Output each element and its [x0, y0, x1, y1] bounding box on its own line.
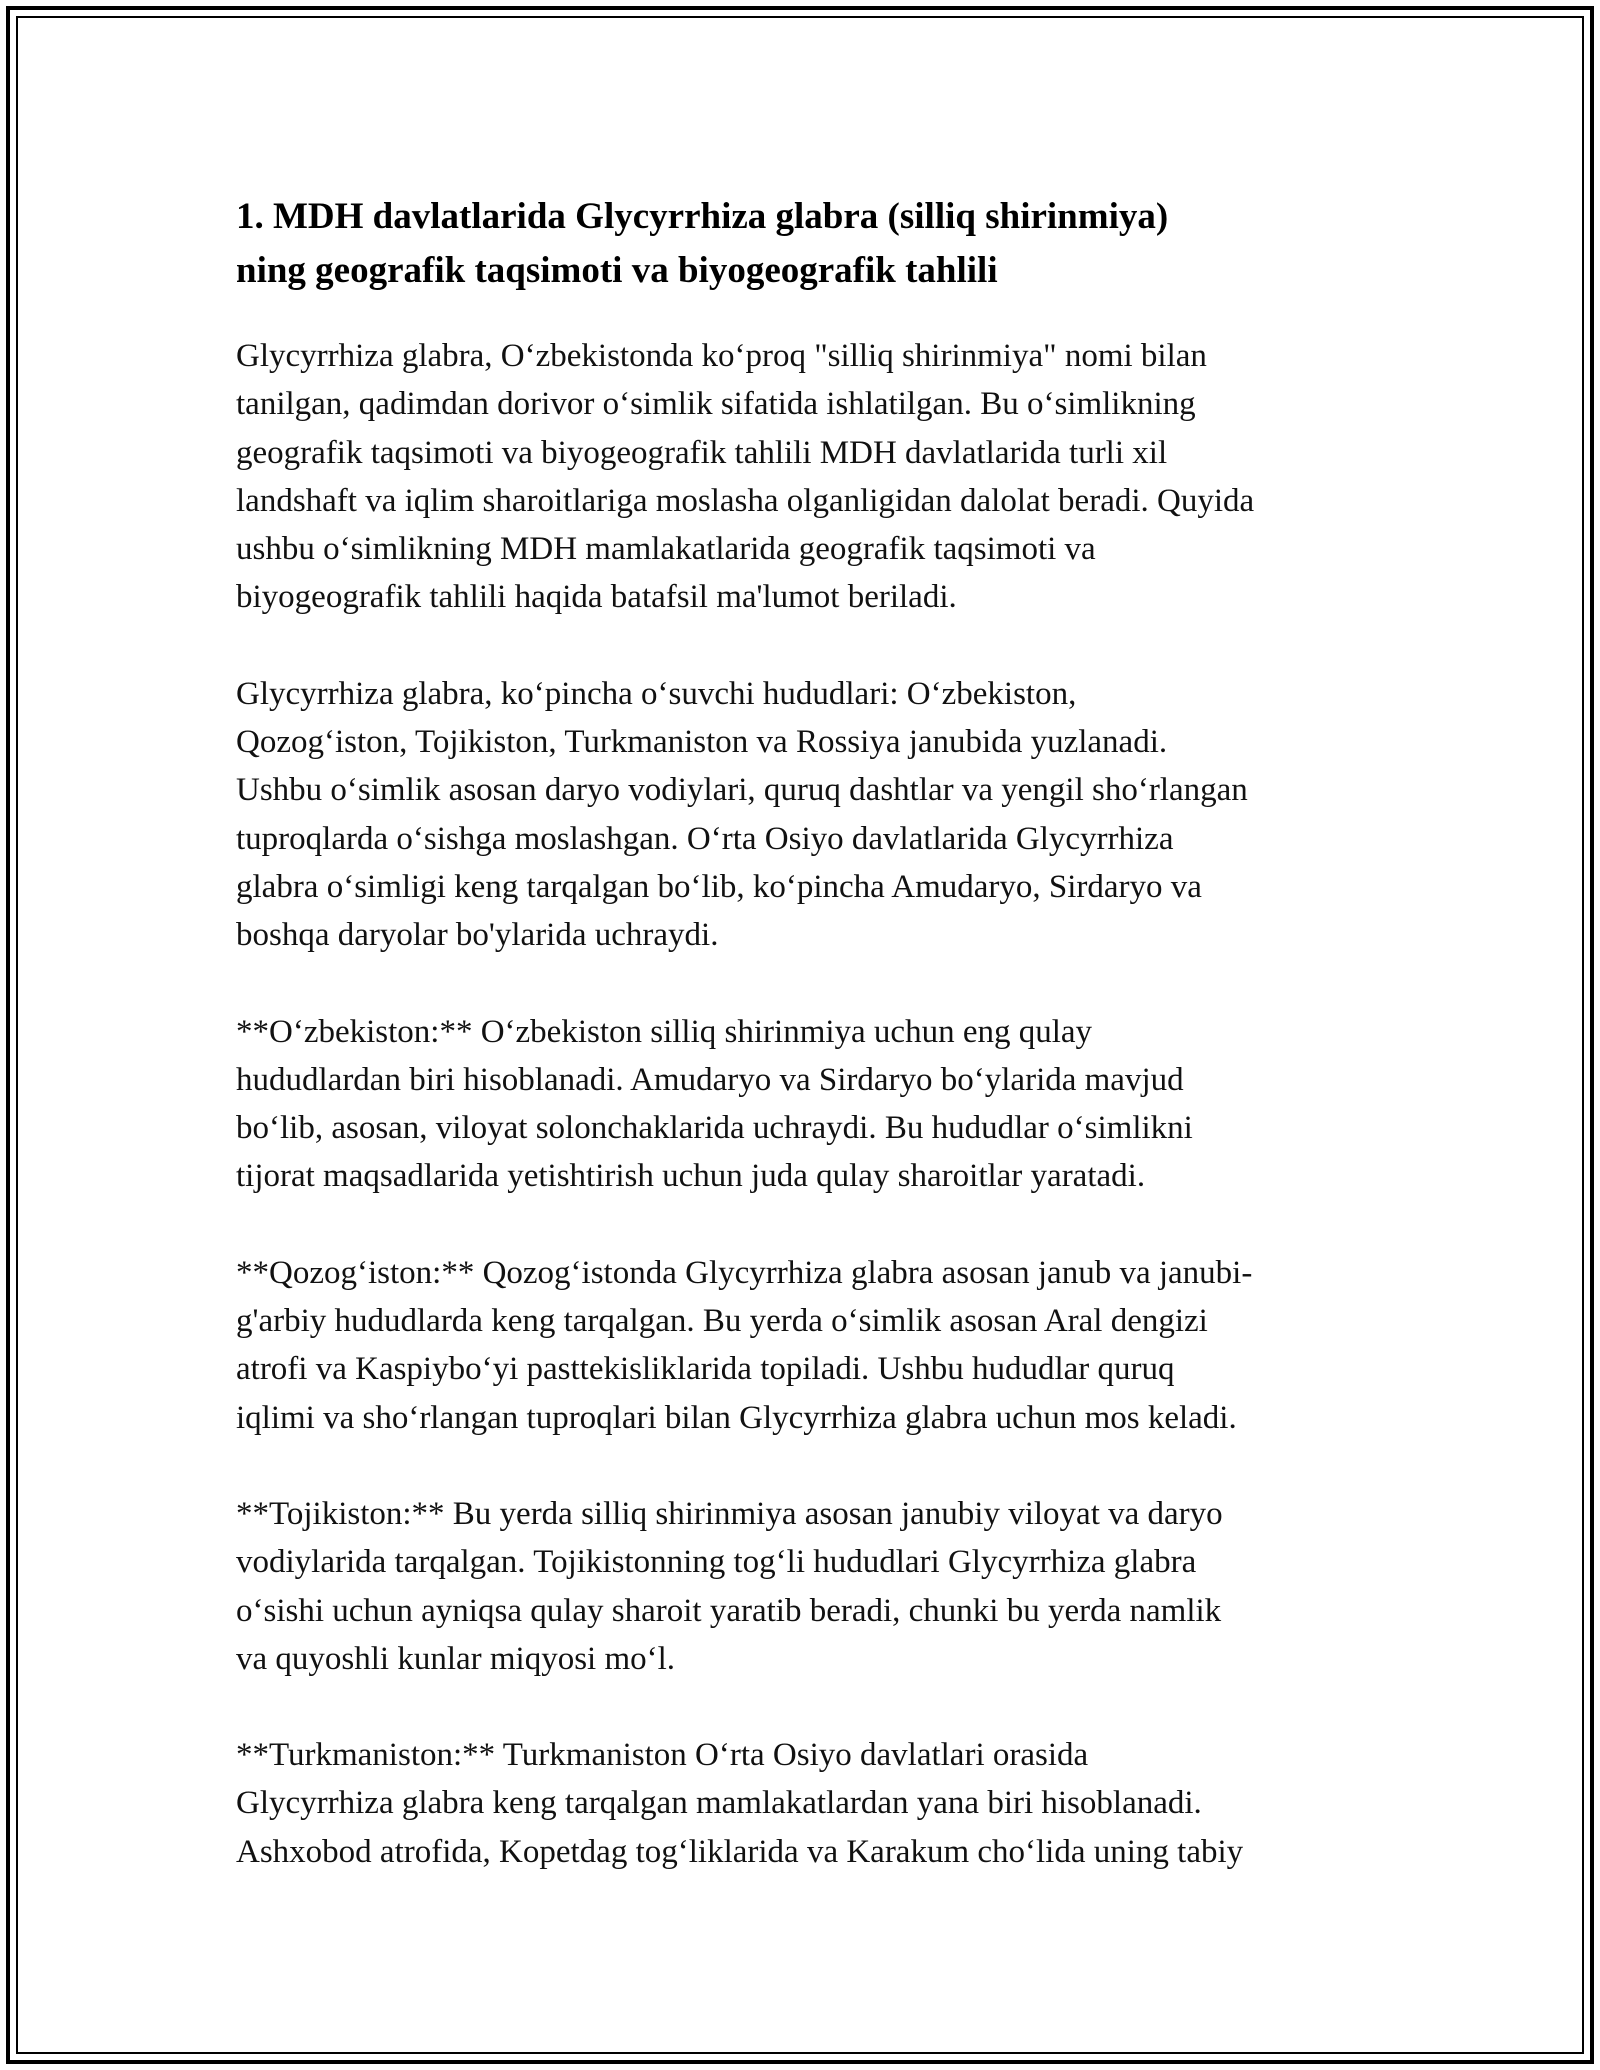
- paragraph-uzbekistan: **O‘zbekiston:** O‘zbekiston silliq shirinmiya uchun eng qulay hududlardan biri hisoblanadi. Amudaryo va Sirdaryo bo‘ylarida mavjud bo‘lib, asosan, viloyat solonchaklarida uchraydi. Bu hududlar o‘simlikni tijorat maqsadlarida yetishtirish uchun juda qulay sharoitlar yaratadi.: [236, 1013, 1193, 1195]
- paragraph-turkmenistan: **Turkmaniston:** Turkmaniston O‘rta Osiyo davlatlari orasida Glycyrrhiza glabra keng tarqalgan mamlakatlardan yana biri hisoblanadi. Ashxobod atrofida, Kopetdag tog‘liklarida va Karakum cho‘lida uning tabiy: [236, 1737, 1244, 1870]
- document-body: [236, 190, 1386, 1876]
- section-heading: 1. MDH davlatlarida Glycyrrhiza glabra (silliq shirinmiya) ning geografik taqsimoti va biyogeografik tahlili: [236, 196, 1169, 291]
- paragraph-tajikistan: **Tojikiston:** Bu yerda silliq shirinmiya asosan janubiy viloyat va daryo vodiylarida tarqalgan. Tojikistonning tog‘li hududlari Glycyrrhiza glabra o‘sishi uchun ayniqsa qulay sharoit yaratib beradi, chunki bu yerda namlik va quyoshli kunlar miqyosi mo‘l.: [236, 1495, 1223, 1677]
- paragraph-distribution: Glycyrrhiza glabra, ko‘pincha o‘suvchi hududlari: O‘zbekiston, Qozog‘iston, Tojikiston, Turkmaniston va Rossiya janubida yuzlanadi. Ushbu o‘simlik asosan daryo vodiylari, quruq dashtlar va yengil sho‘rlangan tuproqlarda o‘sishga moslashgan. O‘rta Osiyo davlatlarida Glycyrrhiza glabra o‘simligi keng tarqalgan bo‘lib, ko‘pincha Amudaryo, Sirdaryo va boshqa daryolar bo'ylarida uchraydi.: [236, 675, 1248, 954]
- paragraph-kazakhstan: **Qozog‘iston:** Qozog‘istonda Glycyrrhiza glabra asosan janub va janubi- g'arbiy hududlarda keng tarqalgan. Bu yerda o‘simlik asosan Aral dengizi atrofi va Kaspiybo‘yi pasttekisliklarida topiladi. Ushbu hududlar quruq iqlimi va sho‘rlangan tuproqlari bilan Glycyrrhiza glabra uchun mos keladi.: [236, 1254, 1253, 1436]
- paragraph-intro: Glycyrrhiza glabra, O‘zbekistonda ko‘proq "silliq shirinmiya" nomi bilan tanilgan, qadimdan dorivor o‘simlik sifatida ishlatilgan. Bu o‘simlikning geografik taqsimoti va biyogeografik tahlili MDH davlatlarida turli xil landshaft va iqlim sharoitlariga moslasha olganligidan dalolat beradi. Quyida ushbu o‘simlikning MDH mamlakatlarida geografik taqsimoti va biyogeografik tahlili haqida batafsil ma'lumot beriladi.: [236, 338, 1255, 616]
